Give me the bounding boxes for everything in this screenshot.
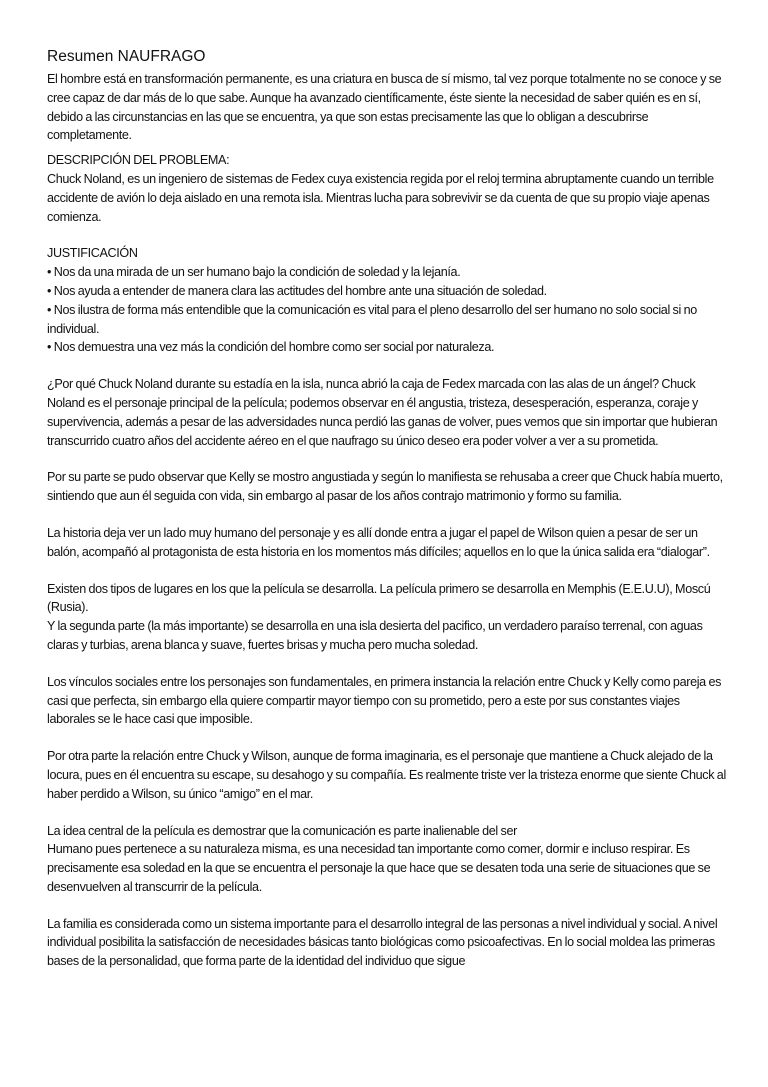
list-item: • Nos ayuda a entender de manera clara las actitudes del hombre ante una situación de soledad.	[47, 282, 727, 301]
paragraph-human-nature: Humano pues pertenece a su naturaleza misma, es una necesidad tan importante como comer, dormir e incluso respirar. Es precisamente esa soledad en la que se encuentra el personaje la que hace que se desaten toda una serie de situaciones que se desenvuelven al transcurrir de la película.	[47, 842, 711, 894]
problem-heading: DESCRIPCIÓN DEL PROBLEMA:	[47, 153, 230, 168]
paragraph-locations: Existen dos tipos de lugares en los que la película se desarrolla. La película primero se desarrolla en Memphis (E.E.U.U), Moscú (Rusia).	[47, 581, 711, 615]
intro-paragraph: El hombre está en transformación permanente, es una criatura en busca de sí mismo, tal vez porque totalmente no se conoce y se cree capaz de dar más de lo que sabe. Aunque ha avanzado científicamente, éste siente la necesidad de saber quién es en sí, debido a las circunstancias en las que se encuentra, ya que son estas precisamente las que lo obligan a descubrirse completamente.	[47, 72, 722, 143]
problem-paragraph: Chuck Noland, es un ingeniero de sistemas de Fedex cuya existencia regida por el reloj termina abruptamente cuando un terrible accidente de avión lo deja aislado en una remota isla. Mientras lucha para sobrevivir se da cuenta de que su propio viaje apenas comienza.	[47, 171, 714, 224]
paragraph-family: La familia es considerada como un sistema importante para el desarrollo integral de las personas a nivel individual y social. A nivel individual posibilita la satisfacción de necesidades básicas tanto biológicas como psicoafectivas. En lo social moldea las primeras bases de la personalidad, que forma parte de la identidad del individuo que sigue	[47, 916, 718, 969]
paragraph-island: Y la segunda parte (la más importante) se desarrolla en una isla desierta del pacifico, un verdadero paraíso terrenal, con aguas claras y turbias, arena blanca y suave, fuertes brisas y mucha pero mucha soledad.	[47, 619, 703, 652]
paragraph-social-bonds: Los vínculos sociales entre los personajes son fundamentales, en primera instancia la relación entre Chuck y Kelly como pareja es casi que perfecta, sin embargo ella quiere compartir mayor tiempo con su prometido, pero a este por sus constantes viajes laborales se le hace casi que imposible.	[47, 674, 722, 727]
paragraph-chuck-noland: ¿Por qué Chuck Noland durante su estadía en la isla, nunca abrió la caja de Fedex marcada con las alas de un ángel? Chuck Noland es el personaje principal de la película; podemos observar en él angustia, tristeza, desesperación, esperanza, coraje y supervivencia, además a pesar de las adversidades nunca perdió las ganas de volver, pues vemos que sin importar que hubieran transcurrido cuatro años del accidente aéreo en el que naufrago su único deseo era poder volver a ver a su prometida.	[47, 377, 718, 448]
justification-list	[47, 263, 727, 357]
paragraph-wilson: La historia deja ver un lado muy humano del personaje y es allí donde entra a jugar el papel de Wilson quien a pesar de ser un balón, acompañó al protagonista de esta historia en los momentos más difíciles; aquellos en lo que la única salida era “dialogar”.	[47, 525, 710, 559]
document-page	[47, 46, 727, 971]
list-item: • Nos ilustra de forma más entendible que la comunicación es vital para el pleno desarrollo del ser humano no solo social si no individual.	[47, 301, 727, 339]
paragraph-chuck-wilson: Por otra parte la relación entre Chuck y Wilson, aunque de forma imaginaria, es el personaje que mantiene a Chuck alejado de la locura, pues en él encuentra su escape, su desahogo y su compañía. Es realmente triste ver la tristeza enorme que siente Chuck al haber perdido a Wilson, su único “amigo” en el mar.	[47, 749, 726, 801]
justification-heading: JUSTIFICACIÓN	[47, 246, 138, 261]
list-item: • Nos da una mirada de un ser humano bajo la condición de soledad y la lejanía.	[47, 263, 727, 282]
list-item: • Nos demuestra una vez más la condición del hombre como ser social por naturaleza.	[47, 338, 727, 357]
paragraph-kelly: Por su parte se pudo observar que Kelly se mostro angustiada y según lo manifiesta se rehusaba a creer que Chuck había muerto, sintiendo que aun él seguida con vida, sin embargo al pasar de los años contrajo matrimonio y formo su familia.	[47, 470, 723, 504]
document-title: Resumen NAUFRAGO	[47, 48, 206, 65]
paragraph-central-idea: La idea central de la película es demostrar que la comunicación es parte inalienable del ser	[47, 823, 517, 838]
